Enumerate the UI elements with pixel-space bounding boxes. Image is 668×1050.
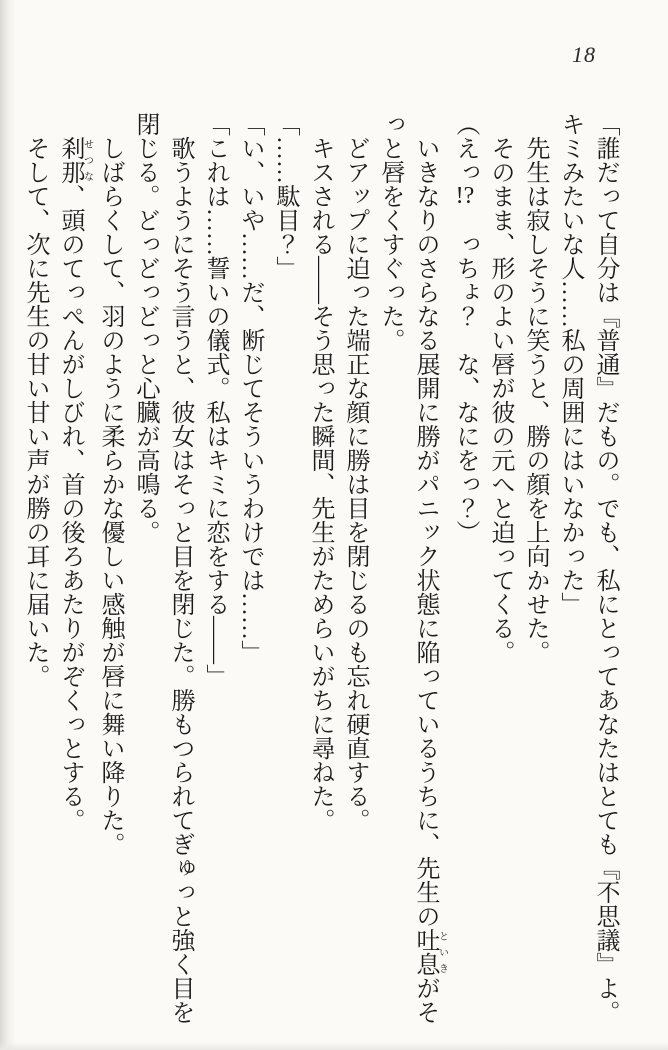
interrobang: !? <box>455 184 475 208</box>
text-line: しばらくして、羽のように柔らかな優しい感触が唇に舞い降りた。 <box>97 136 123 856</box>
text-line: 閉じる。どっどっどっと心臓が高鳴る。 <box>132 112 158 544</box>
text-line: 先生は寂しそうに笑うと、勝の顔を上向かせた。 <box>522 136 548 664</box>
text-line: 歌うようにそう言うと、彼女はそっと目を閉じた。勝もつられてぎゅっと強く目を <box>167 136 193 1024</box>
text-line: キスされる——そう思った瞬間、先生がためらいがちに尋ねた。 <box>307 136 333 832</box>
text-line: っと唇をくすぐった。 <box>377 112 403 352</box>
text-line: 「誰だって自分は『普通』だもの。でも、私にとってあなたはとても『不思議』よ。 <box>592 112 618 1024</box>
text-line: 「い、いや……だ、断じてそういうわけでは……」 <box>237 112 263 664</box>
text-line: どアップに迫った端正な顔に勝は目を閉じるのも忘れ硬直する。 <box>342 136 368 832</box>
text-line: そして、次に先生の甘い甘い声が勝の耳に届いた。 <box>22 136 48 688</box>
page-gutter-shading <box>0 0 16 1050</box>
text-line: そのまま、形のよい唇が彼の元へと迫ってくる。 <box>487 136 513 664</box>
text-line: 「これは……誓いの儀式。私はキミに恋をする——」 <box>202 112 228 688</box>
text-line: 「……駄目？」 <box>272 112 298 280</box>
text-line: 刹那せつな、頭のてっぺんがしびれ、首の後ろあたりがぞくっとする。 <box>57 136 93 832</box>
text-line: キミみたいな人……私の周囲にはいなかった」 <box>557 112 583 616</box>
text-line: いきなりのさらなる展開に勝がパニック状態に陥っているうちに、先生の吐息といきがそ <box>412 136 448 1024</box>
body-text <box>17 112 622 1032</box>
text-line: （えっ!? っちょ？ な、なにをっ？） <box>452 112 478 544</box>
page-number: 18 <box>572 42 596 67</box>
page-bottom-shading <box>0 1042 668 1050</box>
